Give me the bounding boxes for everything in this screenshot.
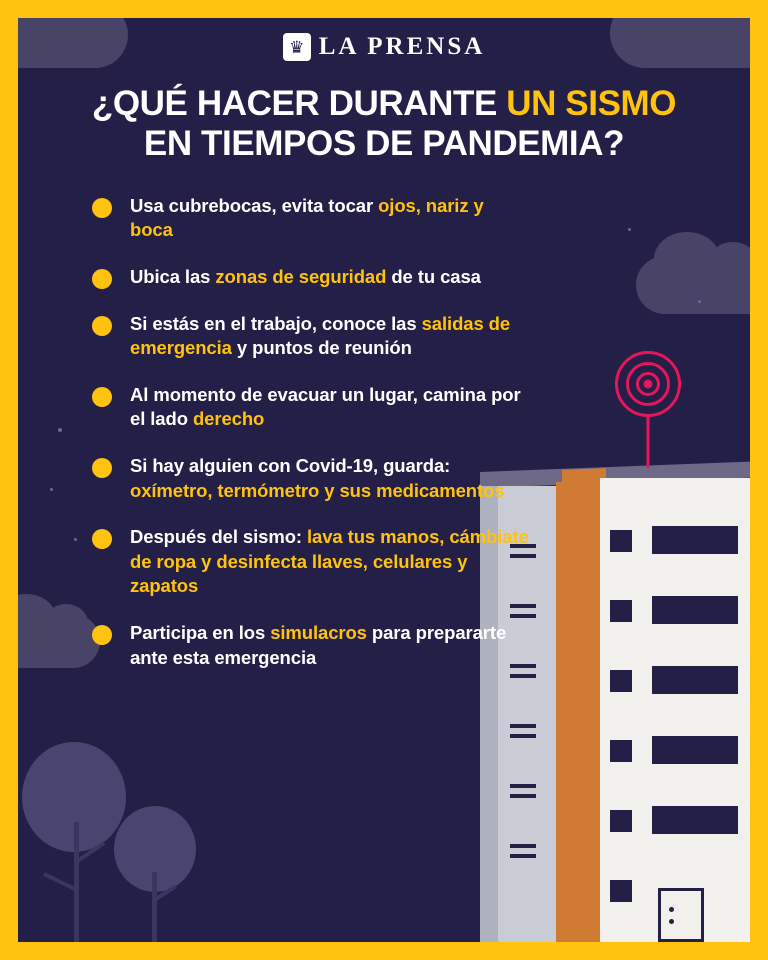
building-window: [652, 666, 738, 694]
tip-text-segment: Después del sismo:: [130, 526, 307, 548]
tip-text-segment: Si estás en el trabajo, conoce las: [130, 312, 422, 334]
page-title: [18, 84, 750, 164]
tip-text-segment: y puntos de reunión: [231, 337, 412, 359]
building-window: [610, 810, 632, 832]
headline-line2: EN TIEMPOS DE PANDEMIA?: [143, 123, 625, 163]
tip-after-quake-text: [130, 525, 530, 599]
bullet-icon: [92, 529, 112, 549]
list-item: [92, 621, 732, 670]
tip-text-accent: simulacros: [270, 621, 367, 643]
building-window: [652, 806, 738, 834]
cloud-shape: [18, 18, 128, 68]
list-item: [92, 525, 732, 599]
door-detail: [669, 919, 674, 924]
brand-name: LA PRENSA: [318, 33, 486, 60]
building-entrance-door: [658, 888, 704, 942]
tip-text-accent: oxímetro, termómetro y sus medicamentos: [130, 479, 505, 501]
tip-text-segment: Participa en los: [130, 621, 271, 643]
tip-text-segment: de tu casa: [386, 265, 481, 287]
lion-head-icon: ♛: [283, 33, 311, 61]
tip-text-accent: lava tus manos, cámbiate de ropa y desinfecta llaves, celulares y zapatos: [130, 526, 529, 597]
building-balcony-bar: [510, 674, 536, 678]
building-window: [610, 740, 632, 762]
tips-list: [18, 194, 750, 670]
tip-text-accent: ojos, nariz y boca: [130, 194, 484, 241]
building-balcony-bar: [510, 854, 536, 858]
tip-text-accent: zonas de seguridad: [215, 265, 387, 287]
tip-text-segment: para prepararte ante esta emergencia: [130, 621, 507, 668]
tip-text-segment: Al momento de evacuar un lugar, camina por el lado: [130, 383, 521, 430]
building-balcony-bar: [510, 734, 536, 738]
bullet-icon: [92, 387, 112, 407]
door-detail: [669, 907, 674, 912]
building-window: [610, 670, 632, 692]
bullet-icon: [92, 458, 112, 478]
building-balcony-bar: [510, 794, 536, 798]
list-item: [92, 454, 732, 503]
tip-covid-kit-text: [130, 454, 530, 503]
tip-text-segment: Si hay alguien con Covid-19, guarda:: [130, 454, 451, 476]
building-balcony-bar: [510, 784, 536, 788]
building-balcony-bar: [510, 724, 536, 728]
tip-walk-right-text: [130, 383, 530, 432]
tip-drills-text: [130, 621, 530, 670]
epicenter-center-dot: [644, 380, 653, 389]
bullet-icon: [92, 625, 112, 645]
earthquake-epicenter-icon: [612, 348, 684, 420]
poster-canvas: [18, 18, 750, 942]
tip-text-segment: Ubica las: [130, 265, 216, 287]
bullet-icon: [92, 269, 112, 289]
tree-trunk: [152, 872, 157, 942]
building-balcony-bar: [510, 844, 536, 848]
building-window: [652, 736, 738, 764]
headline-line1-plain: ¿QUÉ HACER DURANTE: [91, 84, 507, 123]
tip-work-exits-text: [130, 312, 530, 361]
building-window: [610, 880, 632, 902]
bullet-icon: [92, 316, 112, 336]
list-item: [92, 194, 732, 243]
tip-text-accent: derecho: [192, 408, 265, 430]
tip-safe-zones-text: [130, 265, 481, 290]
cloud-shape: [610, 18, 750, 68]
headline-line1-accent: UN SISMO: [506, 84, 677, 123]
tree-trunk: [74, 822, 79, 942]
tree-illustration: [108, 772, 208, 942]
list-item: [92, 265, 732, 290]
bullet-icon: [92, 198, 112, 218]
tip-text-segment: Usa cubrebocas, evita tocar: [130, 194, 379, 216]
tree-branch: [43, 872, 75, 890]
tip-text-accent: salidas de emergencia: [130, 312, 511, 359]
tip-mask-text: [130, 194, 530, 243]
epicenter-stem: [647, 414, 650, 468]
brand-logo: [254, 30, 514, 64]
